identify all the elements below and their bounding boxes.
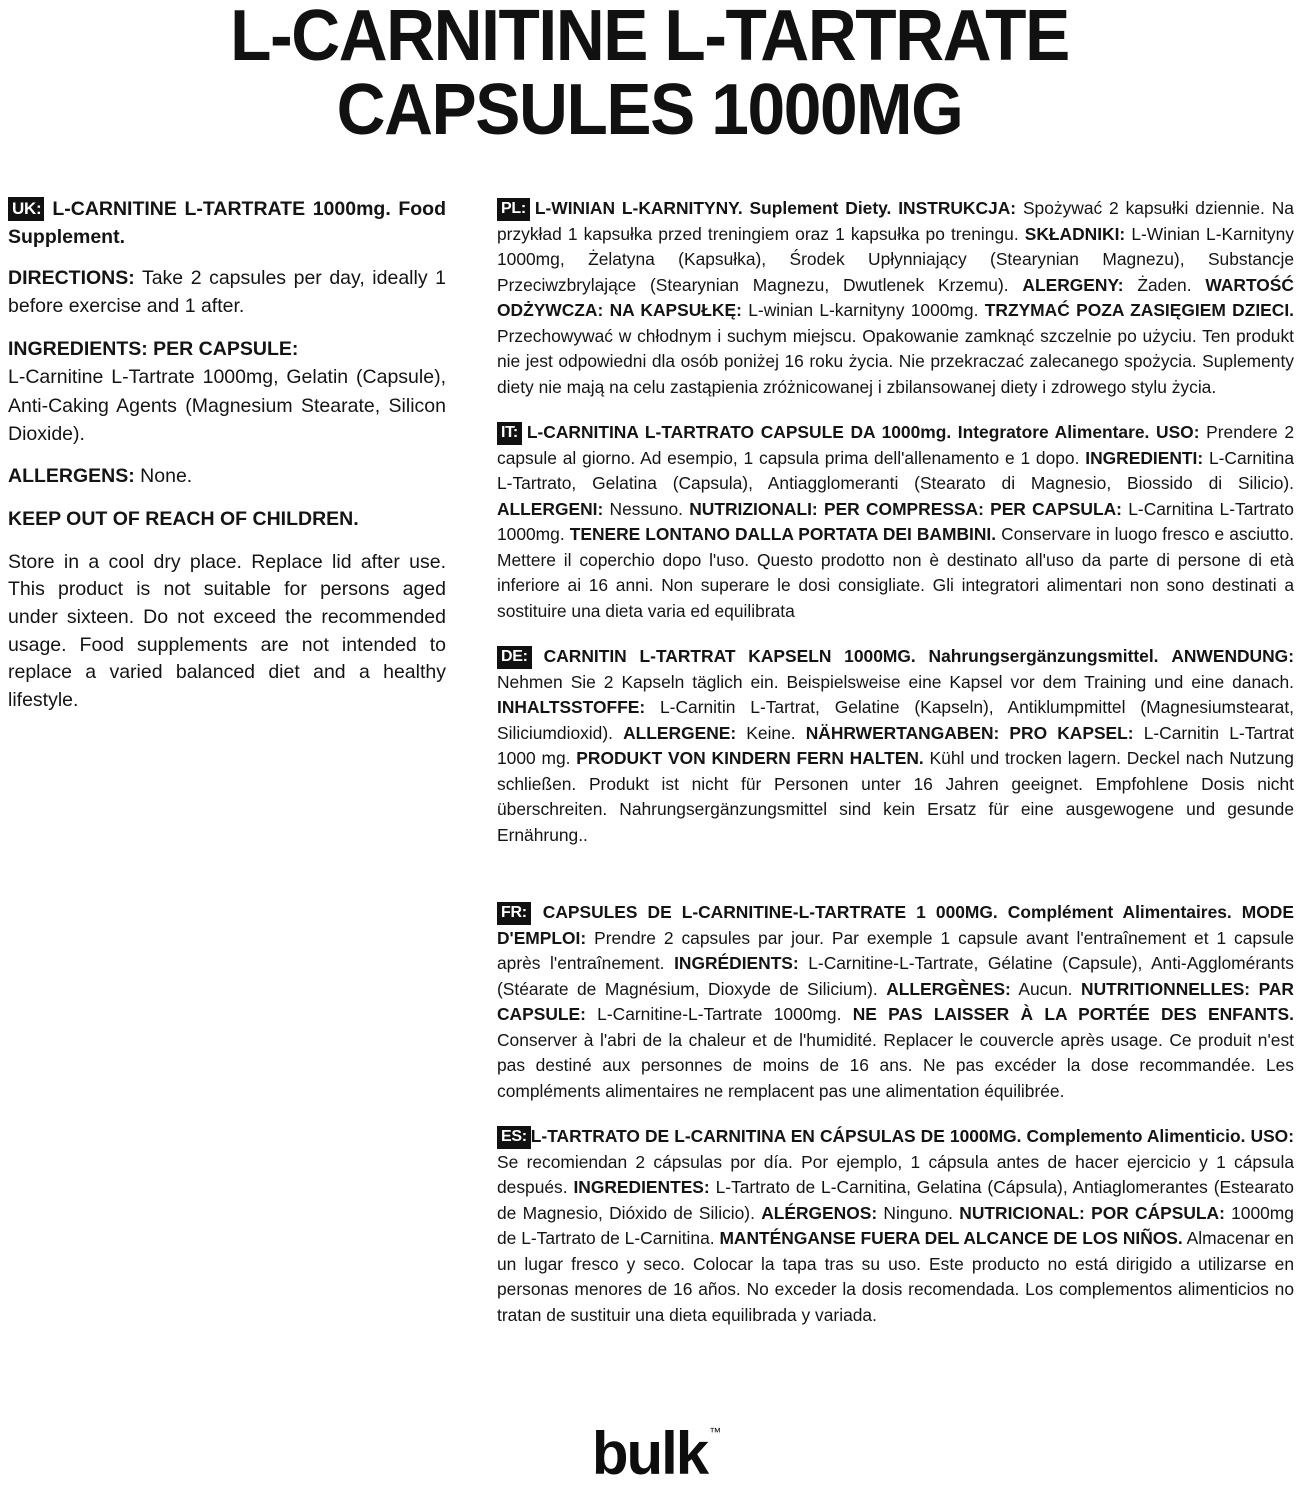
german-usage-label: ANWENDUNG:	[1171, 646, 1294, 666]
italian-keep-out-label: TENERE LONTANO DALLA PORTATA DEI BAMBINI.	[569, 524, 997, 544]
polish-nutrition-text: L-winian L-karnityny 1000mg.	[748, 300, 979, 320]
spanish-allergens-label: ALÉRGENOS:	[761, 1202, 878, 1223]
italian-title: L-CARNITINA L-TARTRATO CAPSULE DA 1000mg. Integratore Alimentare.	[526, 422, 1150, 442]
german-nutrition-label: NÄHRWERTANGABEN: PRO KAPSEL:	[805, 722, 1134, 743]
polish-instructions-label: INSTRUKCJA:	[898, 198, 1017, 218]
english-ingredients-label: INGREDIENTS: PER CAPSULE:	[8, 337, 299, 360]
german-ingredients-label: INHALTSSTOFFE:	[497, 697, 646, 717]
english-storage-text: Store in a cool dry place. Replace lid after use. This product is not suitable for persons aged under sixteen. Do not exceed the recommended usage. Food supplements are not intended to replace a varied balanced diet and a healthy lifestyle.	[8, 550, 446, 712]
french-nutrition-text: L-Carnitine-L-Tartrate 1000mg.	[597, 1004, 842, 1024]
title-line-1: L-CARNITINE L-TARTRATE	[230, 0, 1069, 76]
polish-storage-text: Przechowywać w chłodnym i suchym miejscu. Opakowanie zamknąć szczelnie po użyciu. Ten produkt nie jest odpowiedni dla osób poniżej 16 roku życia. Nie przekraczać zalecanego spożycia. Suplementy diety nie mają na celu zastąpienia zróżnicowanej i zbilansowanej diety i zdrowego stylu życia.	[497, 325, 1294, 397]
polish-keep-out-label: TRZYMAĆ POZA ZASIĘGIEM DZIECI.	[984, 300, 1294, 320]
english-ingredients-text: L-Carnitine L-Tartrate 1000mg, Gelatin (Capsule), Anti-Caking Agents (Magnesium Stearate, Silicon Dioxide).	[8, 366, 446, 445]
italian-allergens-label: ALLERGENI:	[497, 498, 604, 519]
french-storage-text: Conserver à l'abri de la chaleur et de l'humidité. Replacer le couvercle après usage. Ce produit n'est pas destiné aux personnes de moins de 16 ans. Ne pas excéder la dose recommandée. Les compléments alimentaires ne remplacent pas une alimentation équilibrée.	[497, 1029, 1294, 1101]
spanish-nutrition-label: NUTRICIONAL: POR CÁPSULA:	[959, 1202, 1225, 1223]
es-badge: ES:	[497, 1126, 531, 1149]
italian-storage-text: Conservare in luogo fresco e asciutto. Mettere il coperchio dopo l'uso. Questo prodotto non è destinato all'uso da parte di persone di età inferiore ai 16 anni. Non superare le dosi consigliate. Gli integratori alimentari non sono destinati a sostituire una dieta varia ed equilibrata	[497, 524, 1294, 621]
fr-badge: FR:	[497, 902, 531, 925]
french-usage-text: Prendre 2 capsules par jour. Par exemple 1 capsule avant l'entraînement et 1 capsule après l'entraînement.	[497, 927, 1294, 973]
english-allergens-text: None.	[140, 465, 193, 488]
french-allergens-text: Aucun.	[1018, 978, 1073, 999]
german-allergens-label: ALLERGENE:	[623, 722, 737, 743]
polish-section	[497, 196, 1294, 400]
french-nutrition-label: NUTRITIONNELLES: PAR CAPSULE:	[497, 978, 1294, 1024]
pl-badge: PL:	[497, 198, 530, 221]
spanish-usage-text: Se recomiendan 2 cápsulas por día. Por ejemplo, 1 cápsula antes de hacer ejercicio y 1 cápsula después.	[497, 1151, 1294, 1197]
english-directions-label: DIRECTIONS:	[8, 267, 135, 290]
spanish-section	[497, 1124, 1294, 1328]
german-allergens-text: Keine.	[746, 722, 796, 743]
french-section	[497, 900, 1294, 1104]
italian-ingredients-text: L-Carnitina L-Tartrato, Gelatina (Capsula), Antiagglomeranti (Stearato di Magnesio, Biossido di Silicio).	[497, 447, 1294, 493]
spanish-allergens-text: Ninguno.	[883, 1202, 954, 1223]
brand-footer	[0, 1420, 1299, 1487]
spanish-nutrition-text: 1000mg de L-Tartrato de L-Carnitina.	[497, 1202, 1294, 1248]
bulk-logo	[591, 1420, 722, 1487]
polish-ingredients-label: SKŁADNIKI:	[1024, 223, 1126, 244]
french-allergens-label: ALLERGÈNES:	[886, 978, 1011, 999]
polish-allergens-text: Żaden.	[1137, 274, 1192, 295]
english-keep-out-text: KEEP OUT OF REACH OF CHILDREN.	[8, 507, 359, 530]
english-allergens	[8, 463, 446, 491]
polish-instructions-text: Spożywać 2 kapsułki dziennie. Na przykład 1 kapsułka przed treningiem oraz 1 kapsułka po treningu.	[497, 198, 1294, 244]
german-keep-out-label: PRODUKT VON KINDERN FERN HALTEN.	[576, 748, 924, 768]
multilingual-column	[497, 196, 1294, 1348]
spanish-keep-out-label: MANTÉNGANSE FUERA DEL ALCANCE DE LOS NIÑOS.	[719, 1228, 1183, 1248]
german-nutrition-text: L-Carnitin L-Tartrat 1000 mg.	[497, 722, 1294, 768]
english-directions-text: Take 2 capsules per day, ideally 1 before exercise and 1 after.	[8, 267, 446, 318]
french-keep-out-label: NE PAS LAISSER À LA PORTÉE DES ENFANTS.	[852, 1004, 1294, 1024]
page-title	[0, 0, 1299, 151]
uk-badge: UK:	[8, 197, 44, 221]
french-usage-label: MODE D'EMPLOI:	[497, 902, 1294, 948]
german-section	[497, 644, 1294, 848]
it-badge: IT:	[497, 422, 522, 445]
italian-section	[497, 420, 1294, 624]
german-ingredients-text: L-Carnitin L-Tartrat, Gelatine (Kapseln), Antiklumpmittel (Magnesiumstearat, Siliciumdioxid).	[497, 697, 1294, 743]
italian-ingredients-label: INGREDIENTI:	[1085, 447, 1204, 468]
spanish-ingredients-text: L-Tartrato de L-Carnitina, Gelatina (Cápsula), Antiaglomerantes (Estearato de Magnesio, Dióxido de Silicio).	[497, 1177, 1294, 1223]
polish-ingredients-text: L-Winian L-Karnityny 1000mg, Żelatyna (Kapsułka), Środek Upłynniający (Stearynian Magnezu), Substancje Przeciwzbrylające (Stearynian Magnezu, Dwutlenek Krzemu).	[497, 223, 1294, 295]
polish-title: L-WINIAN L-KARNITYNY. Suplement Diety.	[534, 198, 892, 218]
title-line-2: CAPSULES 1000MG	[336, 70, 963, 151]
english-column	[8, 196, 446, 730]
german-storage-text: Kühl und trocken lagern. Deckel nach Nutzung schließen. Produkt ist nicht für Personen unter 16 Jahren geeignet. Empfohlene Dosis nicht überschreiten. Nahrungsergänzungsmittel sind kein Ersatz für eine ausgewogene und gesunde Ernährung..	[497, 748, 1294, 845]
french-title: CAPSULES DE L-CARNITINE-L-TARTRATE 1 000MG. Complément Alimentaires.	[542, 902, 1232, 922]
english-directions	[8, 265, 446, 320]
bulk-logo-text: bulk	[591, 1420, 708, 1487]
italian-allergens-text: Nessuno.	[609, 498, 683, 519]
english-allergens-label: ALLERGENS:	[8, 465, 135, 488]
english-headline	[8, 196, 446, 251]
polish-allergens-label: ALERGENY:	[1022, 274, 1124, 295]
english-keep-out-label	[8, 506, 446, 534]
trademark-symbol: ™	[709, 1425, 722, 1439]
polish-nutrition-label: WARTOŚĆ ODŻYWCZA: NA KAPSUŁKĘ:	[497, 274, 1294, 320]
spanish-usage-label: USO:	[1250, 1126, 1294, 1146]
french-ingredients-label: INGRÉDIENTS:	[674, 953, 799, 973]
french-ingredients-text: L-Carnitine-L-Tartrate, Gélatine (Capsule), Anti-Agglomérants (Stéarate de Magnésium, Dioxyde de Silicium).	[497, 953, 1294, 999]
italian-nutrition-text: L-Carnitina L-Tartrato 1000mg.	[497, 498, 1294, 544]
de-badge: DE:	[497, 646, 532, 669]
german-title: CARNITIN L-TARTRAT KAPSELN 1000MG. Nahrungsergänzungsmittel.	[543, 646, 1159, 666]
italian-usage-label: USO:	[1156, 422, 1200, 442]
german-usage-text: Nehmen Sie 2 Kapseln täglich ein. Beispielsweise eine Kapsel vor dem Training und eine danach.	[497, 671, 1294, 692]
spanish-title: L-TARTRATO DE L-CARNITINA EN CÁPSULAS DE 1000MG. Complemento Alimenticio.	[530, 1126, 1246, 1146]
english-headline-text: L-CARNITINE L-TARTRATE 1000mg. Food Supplement.	[8, 198, 446, 248]
spanish-ingredients-label: INGREDIENTES:	[573, 1177, 710, 1197]
italian-usage-text: Prendere 2 capsule al giorno. Ad esempio, 1 capsula prima dell'allenamento e 1 dopo.	[497, 422, 1295, 468]
spanish-storage-text: Almacenar en un lugar fresco y seco. Colocar la tapa tras su uso. Este producto no está dirigido a utilizarse en personas menores de 16 años. No exceder la dosis recomendada. Los complementos alimenticios no tratan de sustituir una dieta equilibrada y variada.	[497, 1228, 1294, 1325]
italian-nutrition-label: NUTRIZIONALI: PER COMPRESSA: PER CAPSULA:	[689, 498, 1122, 519]
